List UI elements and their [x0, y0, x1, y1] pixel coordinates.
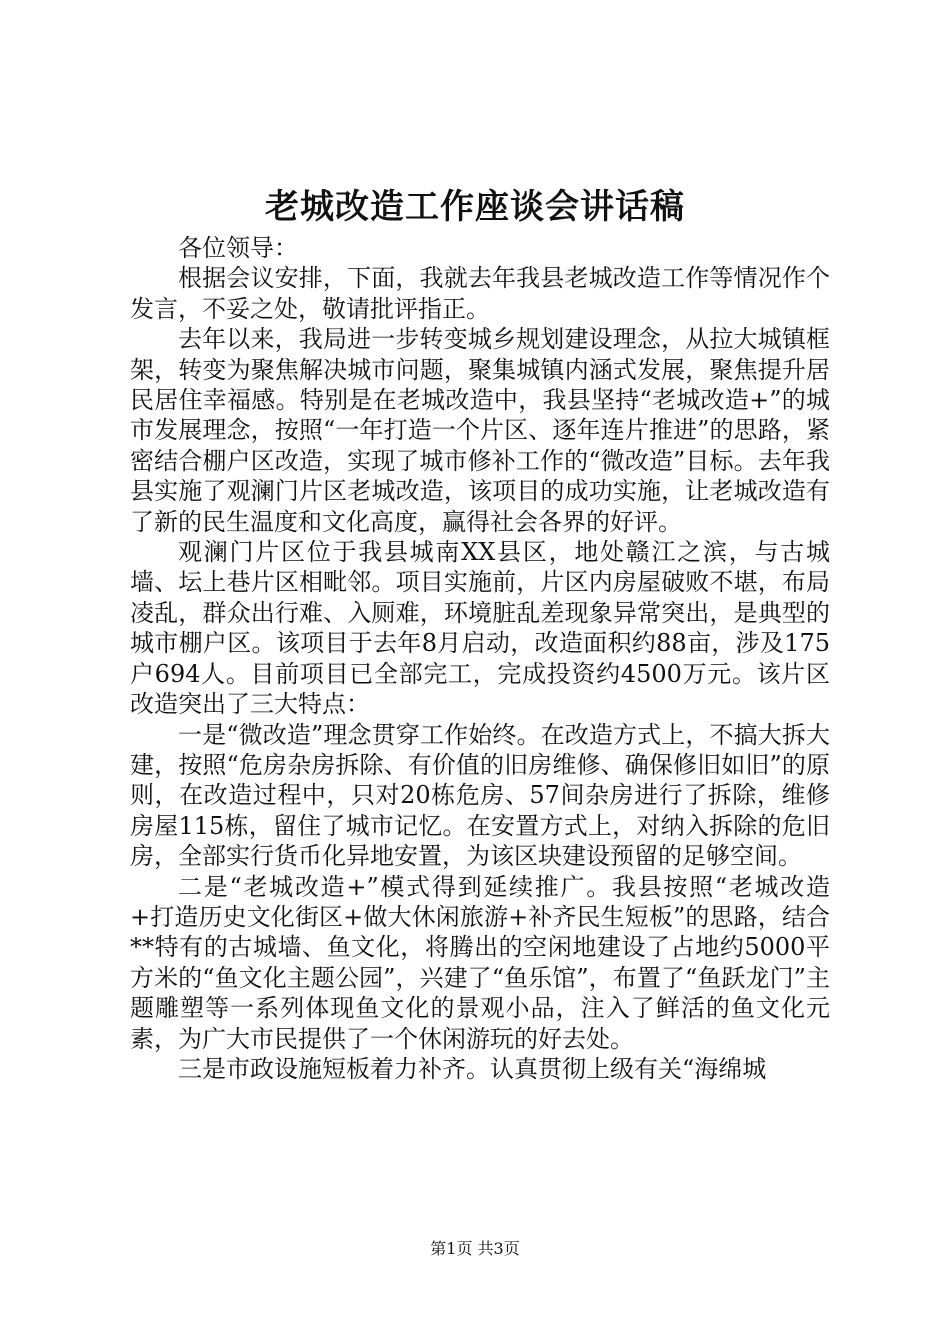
body-paragraph: 三是市政设施短板着力补齐。认真贯彻上级有关“海绵城 — [178, 1054, 767, 1083]
document-body — [130, 233, 830, 1084]
body-paragraph: 观澜门片区位于我县城南XX县区，地处赣江之滨，与古城墙、坛上巷片区相毗邻。项目实施前，片区内房屋破败不堪，布局凌乱，群众出行难、入厕难，环境脏乱差现象异常突出，是典型的城市棚户区。该项目于去年8月启动，改造面积约88亩，涉及175户694人。目前项目已全部完工，完成投资约4500万元。该片区改造突出了三大特点： — [130, 538, 830, 719]
salutation: 各位领导： — [178, 234, 298, 262]
body-paragraph: 一是“微改造”理念贯穿工作始终。在改造方式上，不搞大拆大建，按照“危房杂房拆除、有价值的旧房维修、确保修旧如旧”的原则，在改造过程中，只对20栋危房、57间杂房进行了拆除，维修房屋115栋，留住了城市记忆。在安置方式上，对纳入拆除的危旧房，全部实行货币化异地安置，为该区块建设预留的足够空间。 — [130, 720, 830, 871]
body-paragraph: 去年以来，我局进一步转变城乡规划建设理念，从拉大城镇框架，转变为聚焦解决城市问题，聚集城镇内涵式发展，聚焦提升居民居住幸福感。特别是在老城改造中，我县坚持“老城改造+”的城市发展理念，按照“一年打造一个片区、逐年连片推进”的思路，紧密结合棚户区改造，实现了城市修补工作的“微改造”目标。去年我县实施了观澜门片区老城改造，该项目的成功实施，让老城改造有了新的民生温度和文化高度，赢得社会各界的好评。 — [130, 325, 830, 536]
body-paragraph: 根据会议安排，下面，我就去年我县老城改造工作等情况作个发言，不妥之处，敬请批评指正。 — [130, 264, 830, 323]
page-footer: 第1页 共3页 — [430, 1239, 520, 1258]
document-title: 老城改造工作座谈会讲话稿 — [265, 187, 685, 227]
body-paragraph: 二是“老城改造+”模式得到延续推广。我县按照“老城改造+打造历史文化街区+做大休闲旅游+补齐民生短板”的思路，结合**特有的古城墙、鱼文化，将腾出的空闲地建设了占地约5000平方米的“鱼文化主题公园”，兴建了“鱼乐馆”，布置了“鱼跃龙门”主题雕塑等一系列体现鱼文化的景观小品，注入了鲜活的鱼文化元素，为广大市民提供了一个休闲游玩的好去处。 — [130, 872, 830, 1053]
